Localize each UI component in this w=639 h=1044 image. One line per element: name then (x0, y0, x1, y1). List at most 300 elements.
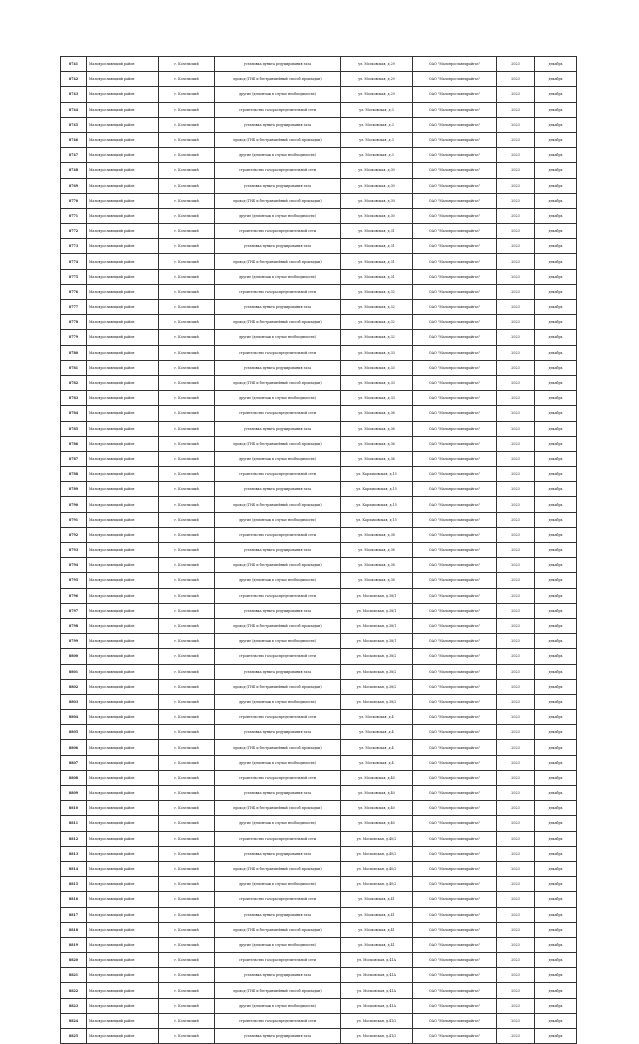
year-cell: 2023 (497, 148, 535, 163)
address-cell: ул. Московская, д.41А (341, 998, 413, 1013)
row-number: 8820 (61, 953, 87, 968)
table-row (61, 1029, 577, 1044)
table-row (61, 117, 577, 132)
locality-cell: г. Козельский (159, 178, 215, 193)
month-cell: декабрь (535, 573, 577, 588)
address-cell: ул. Московская, д.38 (341, 573, 413, 588)
table-row (61, 148, 577, 163)
organization-cell: ОАО "Малоярославецрайгаз" (413, 983, 497, 998)
address-cell: ул. Московская, д.41/2 (341, 1013, 413, 1028)
address-cell: ул. Московская, д.30 (341, 178, 413, 193)
work-type-cell: проход (ГНБ и бестраншейный способ прокладки) (215, 679, 341, 694)
work-type-cell: строительство газораспределительной сети (215, 1013, 341, 1028)
row-number: 8801 (61, 664, 87, 679)
row-number: 8785 (61, 421, 87, 436)
address-cell: ул. Московская, д.38 (341, 527, 413, 542)
district-cell: Малоярославецкий район (87, 421, 159, 436)
locality-cell: г. Козельский (159, 846, 215, 861)
row-number: 8769 (61, 178, 87, 193)
table-row (61, 132, 577, 147)
row-number: 8799 (61, 634, 87, 649)
work-type-cell: строительство газораспределительной сети (215, 892, 341, 907)
row-number: 8795 (61, 573, 87, 588)
organization-cell: ОАО "Малоярославецрайгаз" (413, 345, 497, 360)
address-cell: ул. Московская, д.41 (341, 892, 413, 907)
month-cell: декабрь (535, 907, 577, 922)
year-cell: 2023 (497, 892, 535, 907)
month-cell: декабрь (535, 497, 577, 512)
organization-cell: ОАО "Малоярославецрайгаз" (413, 375, 497, 390)
year-cell: 2023 (497, 436, 535, 451)
organization-cell: ОАО "Малоярославецрайгаз" (413, 467, 497, 482)
month-cell: декабрь (535, 588, 577, 603)
month-cell: декабрь (535, 224, 577, 239)
table-row (61, 907, 577, 922)
district-cell: Малоярославецкий район (87, 193, 159, 208)
work-type-cell: другие (демонтаж в случае необходимости) (215, 755, 341, 770)
organization-cell: ОАО "Малоярославецрайгаз" (413, 1013, 497, 1028)
row-number: 8786 (61, 436, 87, 451)
locality-cell: г. Козельский (159, 968, 215, 983)
month-cell: декабрь (535, 770, 577, 785)
address-cell: ул. Московская, д.40 (341, 801, 413, 816)
organization-cell: ОАО "Малоярославецрайгаз" (413, 816, 497, 831)
organization-cell: ОАО "Малоярославецрайгаз" (413, 573, 497, 588)
table-row (61, 163, 577, 178)
row-number: 8807 (61, 755, 87, 770)
organization-cell: ОАО "Малоярославецрайгаз" (413, 193, 497, 208)
district-cell: Малоярославецкий район (87, 877, 159, 892)
table-row (61, 998, 577, 1013)
locality-cell: г. Козельский (159, 57, 215, 72)
address-cell: ул. Московская, д.32 (341, 315, 413, 330)
organization-cell: ОАО "Малоярославецрайгаз" (413, 968, 497, 983)
address-cell: ул. Московская, д.33 (341, 375, 413, 390)
row-number: 8805 (61, 725, 87, 740)
district-cell: Малоярославецкий район (87, 953, 159, 968)
district-cell: Малоярославецкий район (87, 315, 159, 330)
district-cell: Малоярославецкий район (87, 573, 159, 588)
organization-cell: ОАО "Малоярославецрайгаз" (413, 163, 497, 178)
table-row (61, 239, 577, 254)
locality-cell: г. Козельский (159, 436, 215, 451)
month-cell: декабрь (535, 360, 577, 375)
month-cell: декабрь (535, 254, 577, 269)
table-row (61, 87, 577, 102)
address-cell: ул. Московская, д.38 (341, 543, 413, 558)
organization-cell: ОАО "Малоярославецрайгаз" (413, 224, 497, 239)
address-cell: ул. Московская, д.41А (341, 953, 413, 968)
organization-cell: ОАО "Малоярославецрайгаз" (413, 618, 497, 633)
work-type-cell: установка пункта редуцирования газа (215, 664, 341, 679)
month-cell: декабрь (535, 755, 577, 770)
organization-cell: ОАО "Малоярославецрайгаз" (413, 740, 497, 755)
address-cell: ул. Московская, д.33 (341, 345, 413, 360)
organization-cell: ОАО "Малоярославецрайгаз" (413, 87, 497, 102)
address-cell: ул. Московская, д.32 (341, 284, 413, 299)
organization-cell: ОАО "Малоярославецрайгаз" (413, 72, 497, 87)
month-cell: декабрь (535, 953, 577, 968)
work-type-cell: проход (ГНБ и бестраншейный способ прокладки) (215, 193, 341, 208)
table-row (61, 527, 577, 542)
month-cell: декабрь (535, 831, 577, 846)
year-cell: 2023 (497, 573, 535, 588)
address-cell: ул. Московская, д.40/2 (341, 846, 413, 861)
district-cell: Малоярославецкий район (87, 755, 159, 770)
address-cell: ул. Московская, д.36 (341, 451, 413, 466)
district-cell: Малоярославецкий район (87, 618, 159, 633)
year-cell: 2023 (497, 786, 535, 801)
locality-cell: г. Козельский (159, 300, 215, 315)
address-cell: ул. Московская, д.29 (341, 87, 413, 102)
organization-cell: ОАО "Малоярославецрайгаз" (413, 786, 497, 801)
work-type-cell: строительство газораспределительной сети (215, 831, 341, 846)
table-row (61, 360, 577, 375)
locality-cell: г. Козельский (159, 406, 215, 421)
row-number: 8781 (61, 360, 87, 375)
locality-cell: г. Козельский (159, 588, 215, 603)
month-cell: декабрь (535, 634, 577, 649)
locality-cell: г. Козельский (159, 953, 215, 968)
address-cell: ул. Московская, д.38/2 (341, 664, 413, 679)
locality-cell: г. Козельский (159, 907, 215, 922)
address-cell: ул. Московская, д.30 (341, 163, 413, 178)
organization-cell: ОАО "Малоярославецрайгаз" (413, 315, 497, 330)
month-cell: декабрь (535, 391, 577, 406)
address-cell: ул. Московская, д.38 (341, 558, 413, 573)
month-cell: декабрь (535, 618, 577, 633)
year-cell: 2023 (497, 284, 535, 299)
work-type-cell: проход (ГНБ и бестраншейный способ прокладки) (215, 618, 341, 633)
district-cell: Малоярославецкий район (87, 239, 159, 254)
year-cell: 2023 (497, 163, 535, 178)
table-row (61, 436, 577, 451)
year-cell: 2023 (497, 983, 535, 998)
work-type-cell: установка пункта редуцирования газа (215, 543, 341, 558)
district-cell: Малоярославецкий район (87, 300, 159, 315)
locality-cell: г. Козельский (159, 755, 215, 770)
table-row (61, 467, 577, 482)
address-cell: ул. Московская, д.41 (341, 937, 413, 952)
locality-cell: г. Козельский (159, 224, 215, 239)
table-row (61, 831, 577, 846)
work-type-cell: проход (ГНБ и бестраншейный способ прокладки) (215, 375, 341, 390)
locality-cell: г. Козельский (159, 527, 215, 542)
year-cell: 2023 (497, 558, 535, 573)
organization-cell: ОАО "Малоярославецрайгаз" (413, 664, 497, 679)
work-type-cell: другие (демонтаж в случае необходимости) (215, 512, 341, 527)
address-cell: ул. Московская, д.31 (341, 239, 413, 254)
month-cell: декабрь (535, 148, 577, 163)
address-cell: ул. Московская, д.36 (341, 436, 413, 451)
year-cell: 2023 (497, 497, 535, 512)
organization-cell: ОАО "Малоярославецрайгаз" (413, 208, 497, 223)
row-number: 8796 (61, 588, 87, 603)
work-type-cell: другие (демонтаж в случае необходимости) (215, 451, 341, 466)
organization-cell: ОАО "Малоярославецрайгаз" (413, 922, 497, 937)
locality-cell: г. Козельский (159, 1013, 215, 1028)
month-cell: декабрь (535, 512, 577, 527)
locality-cell: г. Козельский (159, 497, 215, 512)
address-cell: ул. Московская, д.36 (341, 421, 413, 436)
work-type-cell: строительство газораспределительной сети (215, 224, 341, 239)
table-row (61, 330, 577, 345)
table-row (61, 375, 577, 390)
organization-cell: ОАО "Малоярославецрайгаз" (413, 861, 497, 876)
organization-cell: ОАО "Малоярославецрайгаз" (413, 755, 497, 770)
row-number: 8774 (61, 254, 87, 269)
row-number: 8800 (61, 649, 87, 664)
month-cell: декабрь (535, 801, 577, 816)
address-cell: ул. Московская, д.38/1 (341, 588, 413, 603)
year-cell: 2023 (497, 360, 535, 375)
month-cell: декабрь (535, 117, 577, 132)
work-type-cell: другие (демонтаж в случае необходимости) (215, 208, 341, 223)
locality-cell: г. Козельский (159, 770, 215, 785)
table-row (61, 345, 577, 360)
row-number: 8804 (61, 710, 87, 725)
work-type-cell: строительство газораспределительной сети (215, 953, 341, 968)
organization-cell: ОАО "Малоярославецрайгаз" (413, 953, 497, 968)
table-row (61, 603, 577, 618)
address-cell: ул. Карламовская, д.15 (341, 512, 413, 527)
district-cell: Малоярославецкий район (87, 224, 159, 239)
address-cell: ул. Московская, д.38/2 (341, 649, 413, 664)
work-type-cell: строительство газораспределительной сети (215, 284, 341, 299)
locality-cell: г. Козельский (159, 72, 215, 87)
month-cell: декабрь (535, 603, 577, 618)
row-number: 8771 (61, 208, 87, 223)
organization-cell: ОАО "Малоярославецрайгаз" (413, 117, 497, 132)
organization-cell: ОАО "Малоярославецрайгаз" (413, 102, 497, 117)
district-cell: Малоярославецкий район (87, 710, 159, 725)
row-number: 8745 (61, 117, 87, 132)
locality-cell: г. Козельский (159, 877, 215, 892)
locality-cell: г. Козельский (159, 664, 215, 679)
row-number: 8814 (61, 861, 87, 876)
table-row (61, 208, 577, 223)
month-cell: декабрь (535, 436, 577, 451)
work-type-cell: установка пункта редуцирования газа (215, 846, 341, 861)
district-cell: Малоярославецкий район (87, 907, 159, 922)
row-number: 8778 (61, 315, 87, 330)
table-row (61, 877, 577, 892)
district-cell: Малоярославецкий район (87, 497, 159, 512)
year-cell: 2023 (497, 57, 535, 72)
row-number: 8776 (61, 284, 87, 299)
table-row (61, 178, 577, 193)
district-cell: Малоярославецкий район (87, 87, 159, 102)
locality-cell: г. Козельский (159, 922, 215, 937)
work-type-cell: другие (демонтаж в случае необходимости) (215, 87, 341, 102)
table-row (61, 618, 577, 633)
table-row (61, 406, 577, 421)
organization-cell: ОАО "Малоярославецрайгаз" (413, 831, 497, 846)
organization-cell: ОАО "Малоярославецрайгаз" (413, 421, 497, 436)
organization-cell: ОАО "Малоярославецрайгаз" (413, 451, 497, 466)
address-cell: ул. Московская, д.3 (341, 132, 413, 147)
organization-cell: ОАО "Малоярославецрайгаз" (413, 300, 497, 315)
year-cell: 2023 (497, 178, 535, 193)
address-cell: ул. Московская, д.40 (341, 816, 413, 831)
address-cell: ул. Московская, д.33 (341, 360, 413, 375)
district-cell: Малоярославецкий район (87, 345, 159, 360)
month-cell: декабрь (535, 740, 577, 755)
row-number: 8782 (61, 375, 87, 390)
district-cell: Малоярославецкий район (87, 588, 159, 603)
year-cell: 2023 (497, 375, 535, 390)
work-type-cell: проход (ГНБ и бестраншейный способ прокладки) (215, 254, 341, 269)
address-cell: ул. Московская, д.40/2 (341, 877, 413, 892)
year-cell: 2023 (497, 1013, 535, 1028)
work-type-cell: установка пункта редуцирования газа (215, 117, 341, 132)
month-cell: декабрь (535, 725, 577, 740)
work-type-cell: другие (демонтаж в случае необходимости) (215, 148, 341, 163)
year-cell: 2023 (497, 239, 535, 254)
year-cell: 2023 (497, 132, 535, 147)
work-type-cell: строительство газораспределительной сети (215, 406, 341, 421)
work-type-cell: строительство газораспределительной сети (215, 770, 341, 785)
locality-cell: г. Козельский (159, 801, 215, 816)
work-type-cell: проход (ГНБ и бестраншейный способ прокладки) (215, 922, 341, 937)
district-cell: Малоярославецкий район (87, 922, 159, 937)
locality-cell: г. Козельский (159, 786, 215, 801)
month-cell: декабрь (535, 300, 577, 315)
month-cell: декабрь (535, 892, 577, 907)
locality-cell: г. Козельский (159, 816, 215, 831)
row-number: 8773 (61, 239, 87, 254)
month-cell: декабрь (535, 72, 577, 87)
work-type-cell: установка пункта редуцирования газа (215, 421, 341, 436)
locality-cell: г. Козельский (159, 132, 215, 147)
table-row (61, 72, 577, 87)
district-cell: Малоярославецкий район (87, 740, 159, 755)
district-cell: Малоярославецкий район (87, 846, 159, 861)
table-row (61, 679, 577, 694)
table-row (61, 497, 577, 512)
table-row (61, 269, 577, 284)
month-cell: декабрь (535, 406, 577, 421)
row-number: 8794 (61, 558, 87, 573)
work-type-cell: установка пункта редуцирования газа (215, 786, 341, 801)
district-cell: Малоярославецкий район (87, 208, 159, 223)
address-cell: ул. Московская, д.41/2 (341, 1029, 413, 1044)
locality-cell: г. Козельский (159, 998, 215, 1013)
work-type-cell: проход (ГНБ и бестраншейный способ прокладки) (215, 558, 341, 573)
locality-cell: г. Козельский (159, 831, 215, 846)
month-cell: декабрь (535, 922, 577, 937)
month-cell: декабрь (535, 679, 577, 694)
address-cell: ул. Московская, д.29 (341, 57, 413, 72)
table-row (61, 57, 577, 72)
month-cell: декабрь (535, 421, 577, 436)
locality-cell: г. Козельский (159, 983, 215, 998)
row-number: 8823 (61, 998, 87, 1013)
locality-cell: г. Козельский (159, 391, 215, 406)
table-row (61, 770, 577, 785)
organization-cell: ОАО "Малоярославецрайгаз" (413, 679, 497, 694)
work-type-cell: другие (демонтаж в случае необходимости) (215, 634, 341, 649)
row-number: 8779 (61, 330, 87, 345)
row-number: 8797 (61, 603, 87, 618)
district-cell: Малоярославецкий район (87, 330, 159, 345)
district-cell: Малоярославецкий район (87, 102, 159, 117)
row-number: 8747 (61, 148, 87, 163)
gas-works-table (60, 56, 577, 1044)
year-cell: 2023 (497, 421, 535, 436)
month-cell: декабрь (535, 786, 577, 801)
month-cell: декабрь (535, 664, 577, 679)
district-cell: Малоярославецкий район (87, 603, 159, 618)
year-cell: 2023 (497, 345, 535, 360)
row-number: 8822 (61, 983, 87, 998)
locality-cell: г. Козельский (159, 360, 215, 375)
work-type-cell: установка пункта редуцирования газа (215, 1029, 341, 1044)
work-type-cell: установка пункта редуцирования газа (215, 603, 341, 618)
district-cell: Малоярославецкий район (87, 983, 159, 998)
table-row (61, 983, 577, 998)
organization-cell: ОАО "Малоярославецрайгаз" (413, 254, 497, 269)
address-cell: ул. Московская, д.40/2 (341, 861, 413, 876)
table-row (61, 846, 577, 861)
address-cell: ул. Московская, д.41 (341, 907, 413, 922)
year-cell: 2023 (497, 467, 535, 482)
year-cell: 2023 (497, 831, 535, 846)
table-row (61, 512, 577, 527)
district-cell: Малоярославецкий район (87, 117, 159, 132)
organization-cell: ОАО "Малоярославецрайгаз" (413, 892, 497, 907)
work-type-cell: другие (демонтаж в случае необходимости) (215, 573, 341, 588)
month-cell: декабрь (535, 330, 577, 345)
year-cell: 2023 (497, 193, 535, 208)
row-number: 8813 (61, 846, 87, 861)
organization-cell: ОАО "Малоярославецрайгаз" (413, 1029, 497, 1044)
table-row (61, 634, 577, 649)
district-cell: Малоярославецкий район (87, 998, 159, 1013)
locality-cell: г. Козельский (159, 254, 215, 269)
address-cell: ул. Московская, д.41А (341, 968, 413, 983)
month-cell: декабрь (535, 269, 577, 284)
table-row (61, 300, 577, 315)
year-cell: 2023 (497, 102, 535, 117)
year-cell: 2023 (497, 725, 535, 740)
locality-cell: г. Козельский (159, 634, 215, 649)
address-cell: ул. Московская, д.38/2 (341, 679, 413, 694)
locality-cell: г. Козельский (159, 482, 215, 497)
year-cell: 2023 (497, 330, 535, 345)
organization-cell: ОАО "Малоярославецрайгаз" (413, 527, 497, 542)
district-cell: Малоярославецкий район (87, 436, 159, 451)
work-type-cell: установка пункта редуцирования газа (215, 57, 341, 72)
month-cell: декабрь (535, 816, 577, 831)
work-type-cell: установка пункта редуцирования газа (215, 360, 341, 375)
district-cell: Малоярославецкий район (87, 57, 159, 72)
row-number: 8802 (61, 679, 87, 694)
locality-cell: г. Козельский (159, 87, 215, 102)
organization-cell: ОАО "Малоярославецрайгаз" (413, 558, 497, 573)
organization-cell: ОАО "Малоярославецрайгаз" (413, 148, 497, 163)
year-cell: 2023 (497, 968, 535, 983)
district-cell: Малоярославецкий район (87, 558, 159, 573)
address-cell: ул. Московская, д.40 (341, 770, 413, 785)
year-cell: 2023 (497, 877, 535, 892)
organization-cell: ОАО "Малоярославецрайгаз" (413, 603, 497, 618)
work-type-cell: строительство газораспределительной сети (215, 467, 341, 482)
row-number: 8790 (61, 497, 87, 512)
district-cell: Малоярославецкий район (87, 1013, 159, 1028)
district-cell: Малоярославецкий район (87, 451, 159, 466)
month-cell: декабрь (535, 193, 577, 208)
